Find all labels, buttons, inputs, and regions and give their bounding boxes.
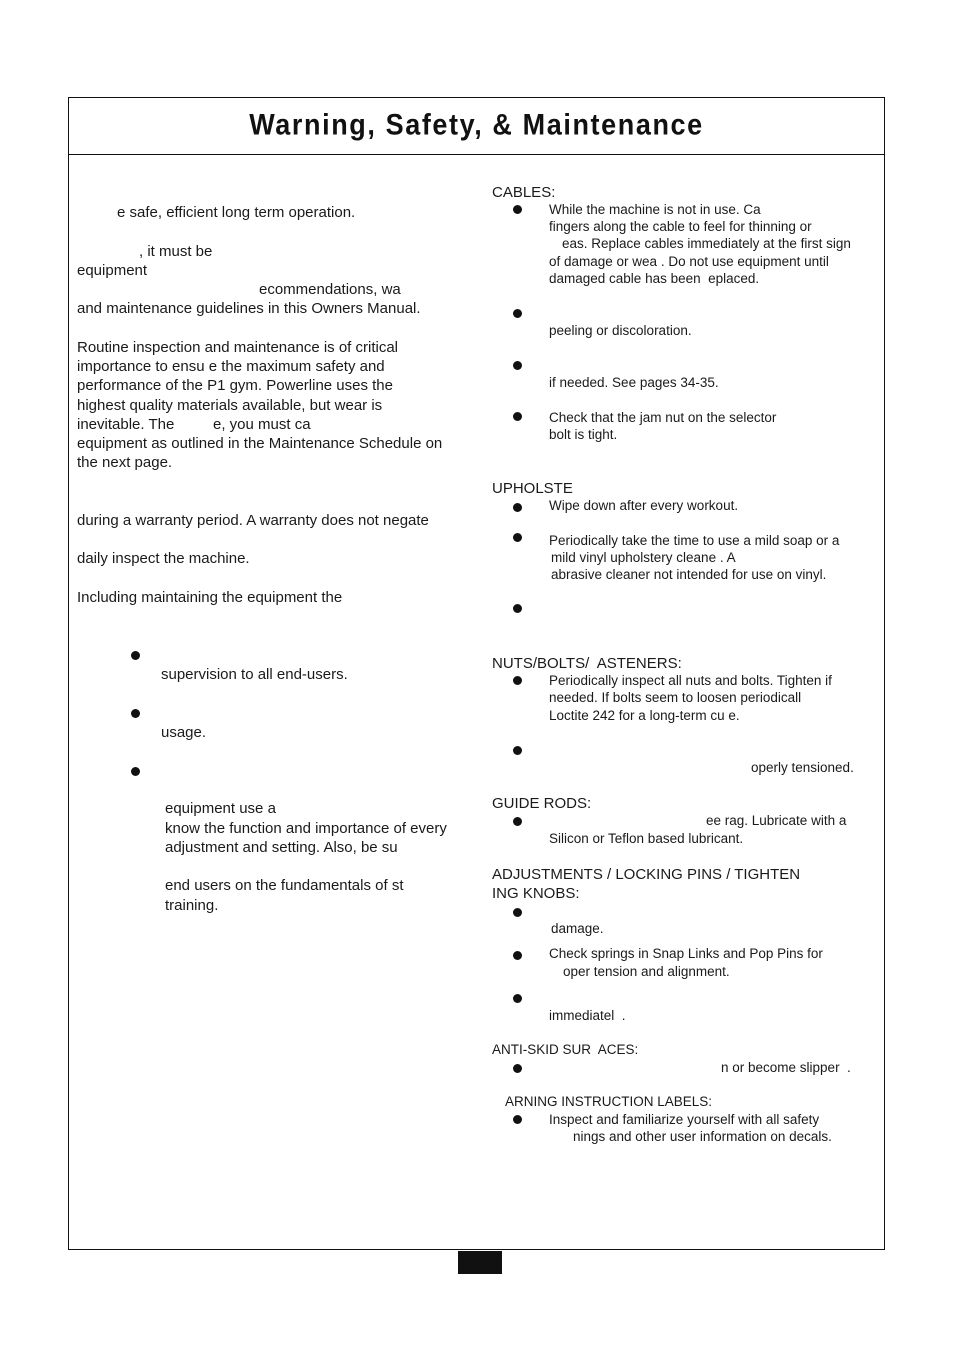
upholstery-b2-line-2: mild vinyl upholstery cleane . A: [551, 550, 736, 565]
bullet-icon: [131, 767, 140, 776]
adj-b2-line-2: oper tension and alignment.: [563, 964, 730, 979]
adj-b2-line-1: Check springs in Snap Links and Pop Pins for: [549, 946, 823, 961]
intro-line-4: ecommendations, wa: [259, 281, 401, 298]
bullet-icon: [513, 1115, 522, 1124]
bullet-icon: [513, 817, 522, 826]
cables-b1-line-1: While the machine is not in use. Ca: [549, 202, 761, 217]
adjustments-heading-line-2: ING KNOBS:: [492, 885, 580, 902]
cables-heading: CABLES:: [492, 184, 556, 201]
title-divider: [68, 154, 885, 155]
page-title: Warning, Safety, & Maintenance: [249, 108, 704, 141]
upholstery-b2-line-1: Periodically take the time to use a mild soap or a: [549, 533, 840, 548]
bullet-icon: [513, 309, 522, 318]
guide-b1-line-1: ee rag. Lubricate with a: [706, 813, 847, 828]
routine-line-7: the next page.: [77, 454, 173, 471]
bullet-icon: [131, 709, 140, 718]
upholstery-heading: UPHOLSTE: [492, 480, 573, 497]
bullet-icon: [513, 604, 522, 613]
warning-labels-heading: ARNING INSTRUCTION LABELS:: [505, 1094, 713, 1109]
page-number-tab: [458, 1251, 502, 1274]
left-bullet-3-line-1: equipment use a: [165, 800, 276, 817]
nuts-b1-line-2: needed. If bolts seem to loosen periodicall: [549, 690, 802, 705]
cables-b1-line-3: eas. Replace cables immediately at the first sign: [562, 236, 851, 251]
routine-line-2: importance to ensu e the maximum safety and: [77, 358, 385, 375]
anti-skid-heading: ANTI-SKID SUR ACES:: [492, 1042, 639, 1057]
cables-b3-text: if needed. See pages 34-35.: [549, 375, 719, 390]
warranty-line-3: Including maintaining the equipment the: [77, 589, 343, 606]
bullet-icon: [131, 651, 140, 660]
left-bullet-3-line-2: know the function and importance of every: [165, 820, 447, 837]
bullet-icon: [513, 951, 522, 960]
bullet-icon: [513, 533, 522, 542]
intro-line-2: , it must be: [139, 243, 213, 260]
routine-line-3: performance of the P1 gym. Powerline uses the: [77, 377, 393, 394]
routine-line-5b: e, you must ca: [213, 416, 311, 433]
warranty-line-1: during a warranty period. A warranty does not negate: [77, 512, 429, 529]
routine-line-4: highest quality materials available, but wear is: [77, 397, 383, 414]
routine-line-6: equipment as outlined in the Maintenance Schedule on: [77, 435, 443, 452]
bullet-icon: [513, 361, 522, 370]
cables-b2-text: peeling or discoloration.: [549, 323, 692, 338]
left-bullet-1-text: supervision to all end-users.: [161, 666, 348, 683]
warn-b1-line-1: Inspect and familiarize yourself with all safety: [549, 1112, 820, 1127]
routine-line-1: Routine inspection and maintenance is of critical: [77, 339, 399, 356]
adj-b3-text: immediatel .: [549, 1008, 626, 1023]
cables-b4-line-1: Check that the jam nut on the selector: [549, 410, 777, 425]
bullet-icon: [513, 994, 522, 1003]
bullet-icon: [513, 676, 522, 685]
intro-line-1: e safe, efficient long term operation.: [117, 204, 356, 221]
adj-b1-text: damage.: [551, 921, 604, 936]
left-bullet-3-line-4: end users on the fundamentals of st: [165, 877, 404, 894]
intro-line-3: equipment: [77, 262, 148, 279]
routine-line-5a: inevitable. The: [77, 416, 175, 433]
guide-b1-line-2: Silicon or Teflon based lubricant.: [549, 831, 744, 846]
upholstery-b1-text: Wipe down after every workout.: [549, 498, 739, 513]
left-bullet-3-line-5: training.: [165, 897, 219, 914]
bullet-icon: [513, 412, 522, 421]
cables-b1-line-2: fingers along the cable to feel for thinning or: [549, 219, 812, 234]
left-bullet-2-text: usage.: [161, 724, 207, 741]
cables-b1-line-4: of damage or wea . Do not use equipment until: [549, 254, 829, 269]
adjustments-heading-line-1: ADJUSTMENTS / LOCKING PINS / TIGHTEN: [492, 866, 801, 883]
nuts-bolts-heading: NUTS/BOLTS/ ASTENERS:: [492, 655, 682, 672]
nuts-b2-text: operly tensioned.: [751, 760, 854, 775]
anti-b1-text: n or become slipper .: [721, 1060, 851, 1075]
nuts-b1-line-3: Loctite 242 for a long-term cu e.: [549, 708, 740, 723]
left-bullet-3-line-3: adjustment and setting. Also, be su: [165, 839, 398, 856]
bullet-icon: [513, 205, 522, 214]
upholstery-b2-line-3: abrasive cleaner not intended for use on vinyl.: [551, 567, 827, 582]
warn-b1-line-2: nings and other user information on decals.: [573, 1129, 832, 1144]
cables-b4-line-2: bolt is tight.: [549, 427, 618, 442]
bullet-icon: [513, 746, 522, 755]
warranty-line-2: daily inspect the machine.: [77, 550, 250, 567]
guide-rods-heading: GUIDE RODS:: [492, 795, 592, 812]
bullet-icon: [513, 503, 522, 512]
cables-b1-line-5: damaged cable has been eplaced.: [549, 271, 760, 286]
nuts-b1-line-1: Periodically inspect all nuts and bolts. Tighten if: [549, 673, 832, 688]
bullet-icon: [513, 908, 522, 917]
intro-line-5: and maintenance guidelines in this Owners Manual.: [77, 300, 421, 317]
bullet-icon: [513, 1064, 522, 1073]
